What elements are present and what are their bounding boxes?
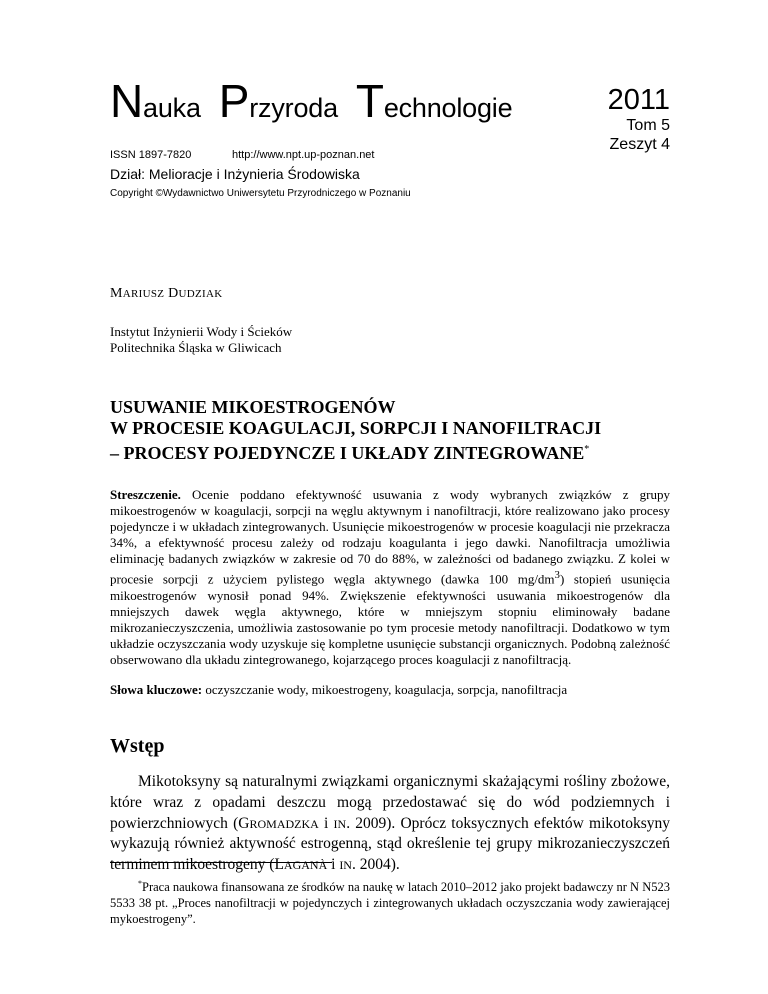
title-line-2: W PROCESIE KOAGULACJI, SORPCJI I NANOFILTRACJI (110, 418, 602, 438)
journal-url[interactable]: http://www.npt.up-poznan.net (232, 149, 375, 161)
section-heading: Wstęp (110, 735, 165, 757)
title-line-3: – PROCESY POJEDYNCZE I UKŁADY ZINTEGROWANE* (110, 443, 590, 463)
footnote-divider (110, 862, 332, 863)
journal-title (110, 75, 530, 127)
journal-word-3: Technologie (355, 75, 513, 127)
intro-paragraph: Mikotoksyny są naturalnymi związkami organicznymi skażającymi rośliny zbożowe, które wraz z opadami deszczu mogą przedostawać się do wód podziemnych i powierzchniowych (GROMADZKA i IN. 2009). Oprócz toksycznych efektów mikotoksyny wykazują również aktywność estrogenną, stąd określenie tej grupy mikrozanieczyszczeń terminem mikoestrogeny (LAGANÀ i IN. 2004). (110, 773, 670, 874)
footnote: *Praca naukowa finansowana ze środków na naukę w latach 2010–2012 jako projekt badawczy nr N N523 5533 38 pt. „Proces nanofiltracji w pojedynczych i zintegrowanych układach oczyszczania wody zawierającej mykoestrogeny”. (110, 879, 670, 927)
abstract-label: Streszczenie. (110, 487, 181, 502)
keywords-label: Słowa kluczowe: (110, 682, 203, 697)
affiliation-line-2: Politechnika Śląska w Gliwicach (110, 340, 282, 355)
department: Dział: Melioracje i Inżynieria Środowiska (110, 166, 360, 182)
copyright: Copyright ©Wydawnictwo Uniwersytetu Przyrodniczego w Poznaniu (110, 188, 411, 199)
keywords: Słowa kluczowe: oczyszczanie wody, mikoestrogeny, koagulacja, sorpcja, nanofiltracja (110, 682, 568, 697)
title-line-1: USUWANIE MIKOESTROGENÓW (110, 397, 396, 417)
issue-year: 2011 (607, 84, 670, 116)
footnote-mark[interactable]: * (584, 444, 590, 455)
affiliation (110, 324, 292, 356)
issue-number: Zeszyt 4 (609, 136, 670, 153)
issn: ISSN 1897-7820 (110, 149, 192, 161)
article-title (110, 397, 601, 464)
issue-info (608, 84, 670, 154)
issue-volume: Tom 5 (626, 117, 670, 134)
journal-word-1: Nauka (110, 75, 201, 127)
journal-word-2: Przyroda (218, 75, 338, 127)
affiliation-line-1: Instytut Inżynierii Wody i Ścieków (110, 324, 293, 339)
abstract: Streszczenie. Ocenie poddano efektywność usuwania z wody wybranych związków z grupy mikoestrogenów w koagulacji, sorpcji na węglu aktywnym i nanofiltracji, które realizowano jako procesy pojedyncze i w układach zintegrowanych. Usunięcie mikoestrogenów w procesie koagulacji nie przekracza 34%, a efektywność procesu zależy od rodzaju koagulanta i jego dawki. Nanofiltracja umożliwia eliminację badanych związków w zakresie od 70 do 88%, w zależności od badanego związku. Z kolei w procesie sorpcji z użyciem pylistego węgla aktywnego (dawka 100 $mg/dm^3$) stopień usunięcia mikoestrogenów wynosił ponad 94%. Zwiększenie efektywności usuwania mikoestrogenów dla mniejszych dawek węgla aktywnego, które w mniejszym stopniu eliminowały badane mikrozanieczyszczenia, umożliwia zastosowanie po tym procesie metody nanofiltracji. Dodatkowo w tym układzie oczyszczania wody uzyskuje się kompletne usunięcie substancji organicznych. Podobną zależność obserwowano dla układu zintegrowanego, kojarzącego proces koagulacji z nanofiltracją. (110, 487, 670, 668)
author-name: MARIUSZ DUDZIAK (110, 286, 223, 301)
